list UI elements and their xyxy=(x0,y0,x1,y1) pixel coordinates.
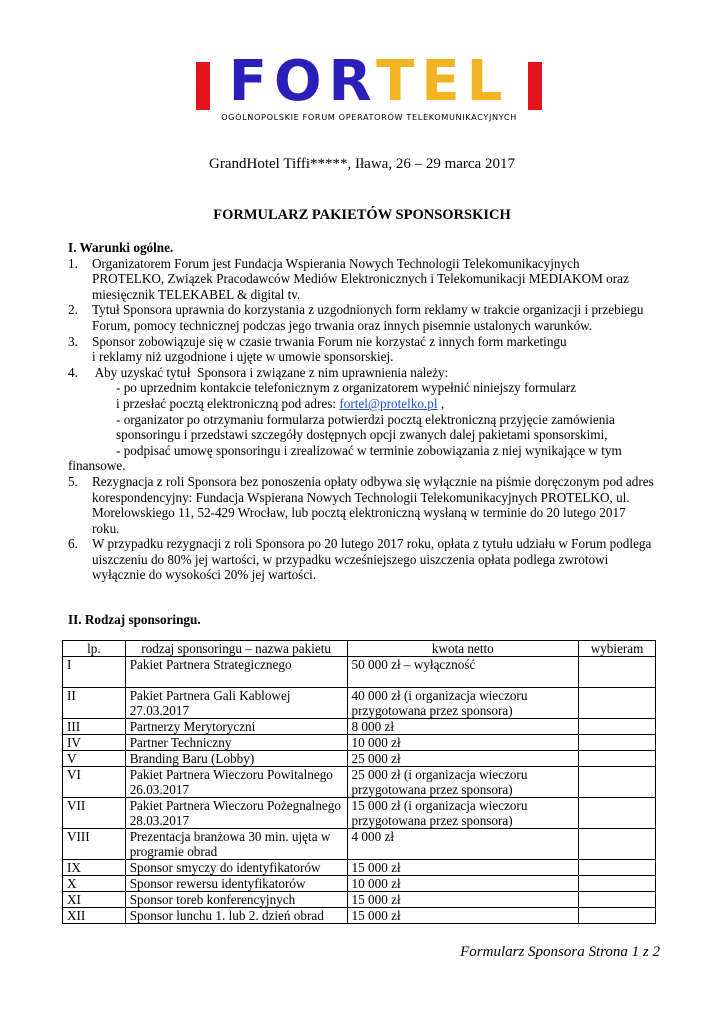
item-line: Morelowskiego 11, 52-429 Wrocław, lub pocztą elektroniczną wysłaną w terminie do 20 lutego 2017 xyxy=(92,505,626,521)
page-footer: Formularz Sponsora Strona 1 z 2 xyxy=(460,944,660,960)
item-intro: Aby uzyskać tytuł Sponsora i związane z nim uprawnienia należy: xyxy=(92,364,449,380)
item-line: Rezygnacja z roli Sponsora bez ponoszenia opłaty odbywa się wyłącznie na piśmie doręczonym pod adres xyxy=(92,473,654,489)
table-row xyxy=(63,829,656,860)
cell-package-name: Sponsor smyczy do identyfikatorów xyxy=(125,860,347,876)
cell-lp: III xyxy=(63,719,126,735)
cell-lp: VI xyxy=(63,767,126,798)
section-general-conditions xyxy=(68,240,668,583)
cell-amount: 8 000 zł xyxy=(347,719,579,735)
condition-item-4 xyxy=(68,365,668,474)
cell-lp: IX xyxy=(63,860,126,876)
item-line: roku. xyxy=(92,520,120,536)
item-number: 4. xyxy=(68,364,78,380)
cell-package-name: Partnerzy Merytoryczni xyxy=(125,719,347,735)
header-select: wybieram xyxy=(579,641,656,657)
cell-package-name: Pakiet Partnera Strategicznego xyxy=(125,657,347,688)
section1-heading: I. Warunki ogólne. xyxy=(68,240,174,255)
cell-lp: II xyxy=(63,688,126,719)
cell-amount: 40 000 zł (i organizacja wieczoru przygotowana przez sponsora) xyxy=(347,688,579,719)
header-net-amount: kwota netto xyxy=(347,641,579,657)
item-number: 3. xyxy=(68,333,78,349)
cell-package-name: Sponsor lunchu 1. lub 2. dzień obrad xyxy=(125,908,347,924)
subitem-line: - podpisać umowę sponsoringu i zrealizować w terminie zobowiązania z niej wynikające w tym xyxy=(116,442,622,458)
table-row xyxy=(63,735,656,751)
item-line: korespondencyjny: Fundacja Wspierana Nowych Technologii Telekomunikacyjnych PROTELKO, ul. xyxy=(92,489,630,505)
cell-lp: I xyxy=(63,657,126,688)
table-header-row xyxy=(63,641,656,657)
item-number: 1. xyxy=(68,255,78,271)
document-title: FORMULARZ PAKIETÓW SPONSORSKICH xyxy=(213,207,511,223)
cell-select[interactable] xyxy=(579,876,656,892)
item-line: wyłącznie do wysokości 20% jej wartości. xyxy=(92,567,317,583)
cell-amount: 10 000 zł xyxy=(347,876,579,892)
cell-lp: VII xyxy=(63,798,126,829)
cell-select[interactable] xyxy=(579,892,656,908)
table-row xyxy=(63,892,656,908)
cell-package-name: Sponsor rewersu identyfikatorów xyxy=(125,876,347,892)
email-suffix: , xyxy=(437,395,445,411)
item-line: Forum, pomocy technicznej podczas jego trwania oraz innych pisemnie ustalonych warunków. xyxy=(92,317,593,333)
cell-package-name: Pakiet Partnera Wieczoru Powitalnego 26.03.2017 xyxy=(125,767,347,798)
cell-select[interactable] xyxy=(579,751,656,767)
logo-right-bar xyxy=(528,62,542,110)
logo-text-tel: TEL xyxy=(376,49,510,114)
table-row xyxy=(63,876,656,892)
cell-package-name: Branding Baru (Lobby) xyxy=(125,751,347,767)
cell-select[interactable] xyxy=(579,719,656,735)
table-row xyxy=(63,767,656,798)
subitem-line: - po uprzednim kontakcie telefonicznym z organizatorem wypełnić niniejszy formularz xyxy=(116,380,577,396)
email-link[interactable]: fortel@protelko.pl xyxy=(339,395,438,411)
fortel-logo xyxy=(196,49,542,124)
section2-heading: II. Rodzaj sponsoringu. xyxy=(68,612,201,627)
venue-line: GrandHotel Tiffi*****, Iława, 26 – 29 marca 2017 xyxy=(209,156,515,172)
cell-amount: 50 000 zł – wyłączność xyxy=(347,657,579,688)
item-number: 6. xyxy=(68,536,78,552)
item-line: Sponsor zobowiązuje się w czasie trwania Forum nie korzystać z innych form marketingu xyxy=(92,333,567,349)
cell-select[interactable] xyxy=(579,829,656,860)
cell-select[interactable] xyxy=(579,908,656,924)
condition-item-6 xyxy=(68,536,668,583)
cell-amount: 4 000 zł xyxy=(347,829,579,860)
item-line: miesięcznik TELEKABEL & digital tv. xyxy=(92,286,301,302)
item-line: PROTELKO, Związek Pracodawców Mediów Elektronicznych i Telekomunikacji MEDIAKOM oraz xyxy=(92,271,629,287)
cell-select[interactable] xyxy=(579,860,656,876)
cell-package-name: Prezentacja branżowa 30 min. ujęta w programie obrad xyxy=(125,829,347,860)
item-line: Organizatorem Forum jest Fundacja Wspierania Nowych Technologii Telekomunikacyjnych xyxy=(92,255,580,271)
table-row xyxy=(63,798,656,829)
cell-lp: VIII xyxy=(63,829,126,860)
logo-subtitle: OGÓLNOPOLSKIE FORUM OPERATORÓW TELEKOMUNIKACYJNYCH xyxy=(221,112,517,122)
subitem-line: sponsoringu i przedstawi szczegóły dostępnych opcji zwanych dalej pakietami sponsorskimi, xyxy=(116,427,608,443)
condition-item-1 xyxy=(68,256,668,303)
condition-item-3 xyxy=(68,334,668,365)
item-line: Tytuł Sponsora uprawnia do korzystania z uzgodnionych form reklamy w trakcie organizacji i przebiegu xyxy=(92,302,644,318)
cell-select[interactable] xyxy=(579,657,656,688)
cell-package-name: Pakiet Partnera Gali Kablowej 27.03.2017 xyxy=(125,688,347,719)
item-line: i reklamy niż uzgodnione i ujęte w umowie sponsorskiej. xyxy=(92,349,394,365)
cell-amount: 25 000 zł (i organizacja wieczoru przygotowana przez sponsora) xyxy=(347,767,579,798)
header-lp: lp. xyxy=(63,641,126,657)
table-row xyxy=(63,688,656,719)
table-row xyxy=(63,751,656,767)
item-line: uiszczeniu do 80% jej wartości, w przypadku wcześniejszego uiszczenia opłata podlega zwrotowi xyxy=(92,551,609,567)
cell-select[interactable] xyxy=(579,767,656,798)
subitem-line: - organizator po otrzymaniu formularza potwierdzi pocztą elektroniczną przyjęcie zamówienia xyxy=(116,411,615,427)
cell-package-name: Pakiet Partnera Wieczoru Pożegnalnego 28.03.2017 xyxy=(125,798,347,829)
logo-text-for: FOR xyxy=(228,49,377,114)
cell-select[interactable] xyxy=(579,735,656,751)
cell-select[interactable] xyxy=(579,688,656,719)
cell-amount: 15 000 zł (i organizacja wieczoru przygotowana przez sponsora) xyxy=(347,798,579,829)
cell-amount: 25 000 zł xyxy=(347,751,579,767)
sponsorship-table xyxy=(62,640,656,924)
cell-lp: XII xyxy=(63,908,126,924)
cell-select[interactable] xyxy=(579,798,656,829)
cell-package-name: Sponsor toreb konferencyjnych xyxy=(125,892,347,908)
table-row xyxy=(63,657,656,688)
item-number: 2. xyxy=(68,302,78,318)
cell-amount: 10 000 zł xyxy=(347,735,579,751)
cell-package-name: Partner Techniczny xyxy=(125,735,347,751)
cell-amount: 15 000 zł xyxy=(347,860,579,876)
condition-item-5 xyxy=(68,474,668,536)
subitem-line-email xyxy=(92,396,668,412)
email-prefix: i przesłać pocztą elektroniczną pod adres: xyxy=(116,395,340,411)
condition-item-2 xyxy=(68,302,668,333)
cell-amount: 15 000 zł xyxy=(347,892,579,908)
cell-lp: IV xyxy=(63,735,126,751)
cell-lp: X xyxy=(63,876,126,892)
subitem-line: finansowe. xyxy=(68,458,126,474)
cell-lp: V xyxy=(63,751,126,767)
item-line: W przypadku rezygnacji z roli Sponsora po 20 lutego 2017 roku, opłata z tytułu udziału w Forum podlega xyxy=(92,536,652,552)
cell-amount: 15 000 zł xyxy=(347,908,579,924)
table-row xyxy=(63,719,656,735)
logo-wordmark xyxy=(222,49,516,114)
table-row xyxy=(63,860,656,876)
cell-lp: XI xyxy=(63,892,126,908)
header-package-name: rodzaj sponsoringu – nazwa pakietu xyxy=(125,641,347,657)
table-row xyxy=(63,908,656,924)
logo-left-bar xyxy=(196,62,210,110)
item-number: 5. xyxy=(68,473,78,489)
